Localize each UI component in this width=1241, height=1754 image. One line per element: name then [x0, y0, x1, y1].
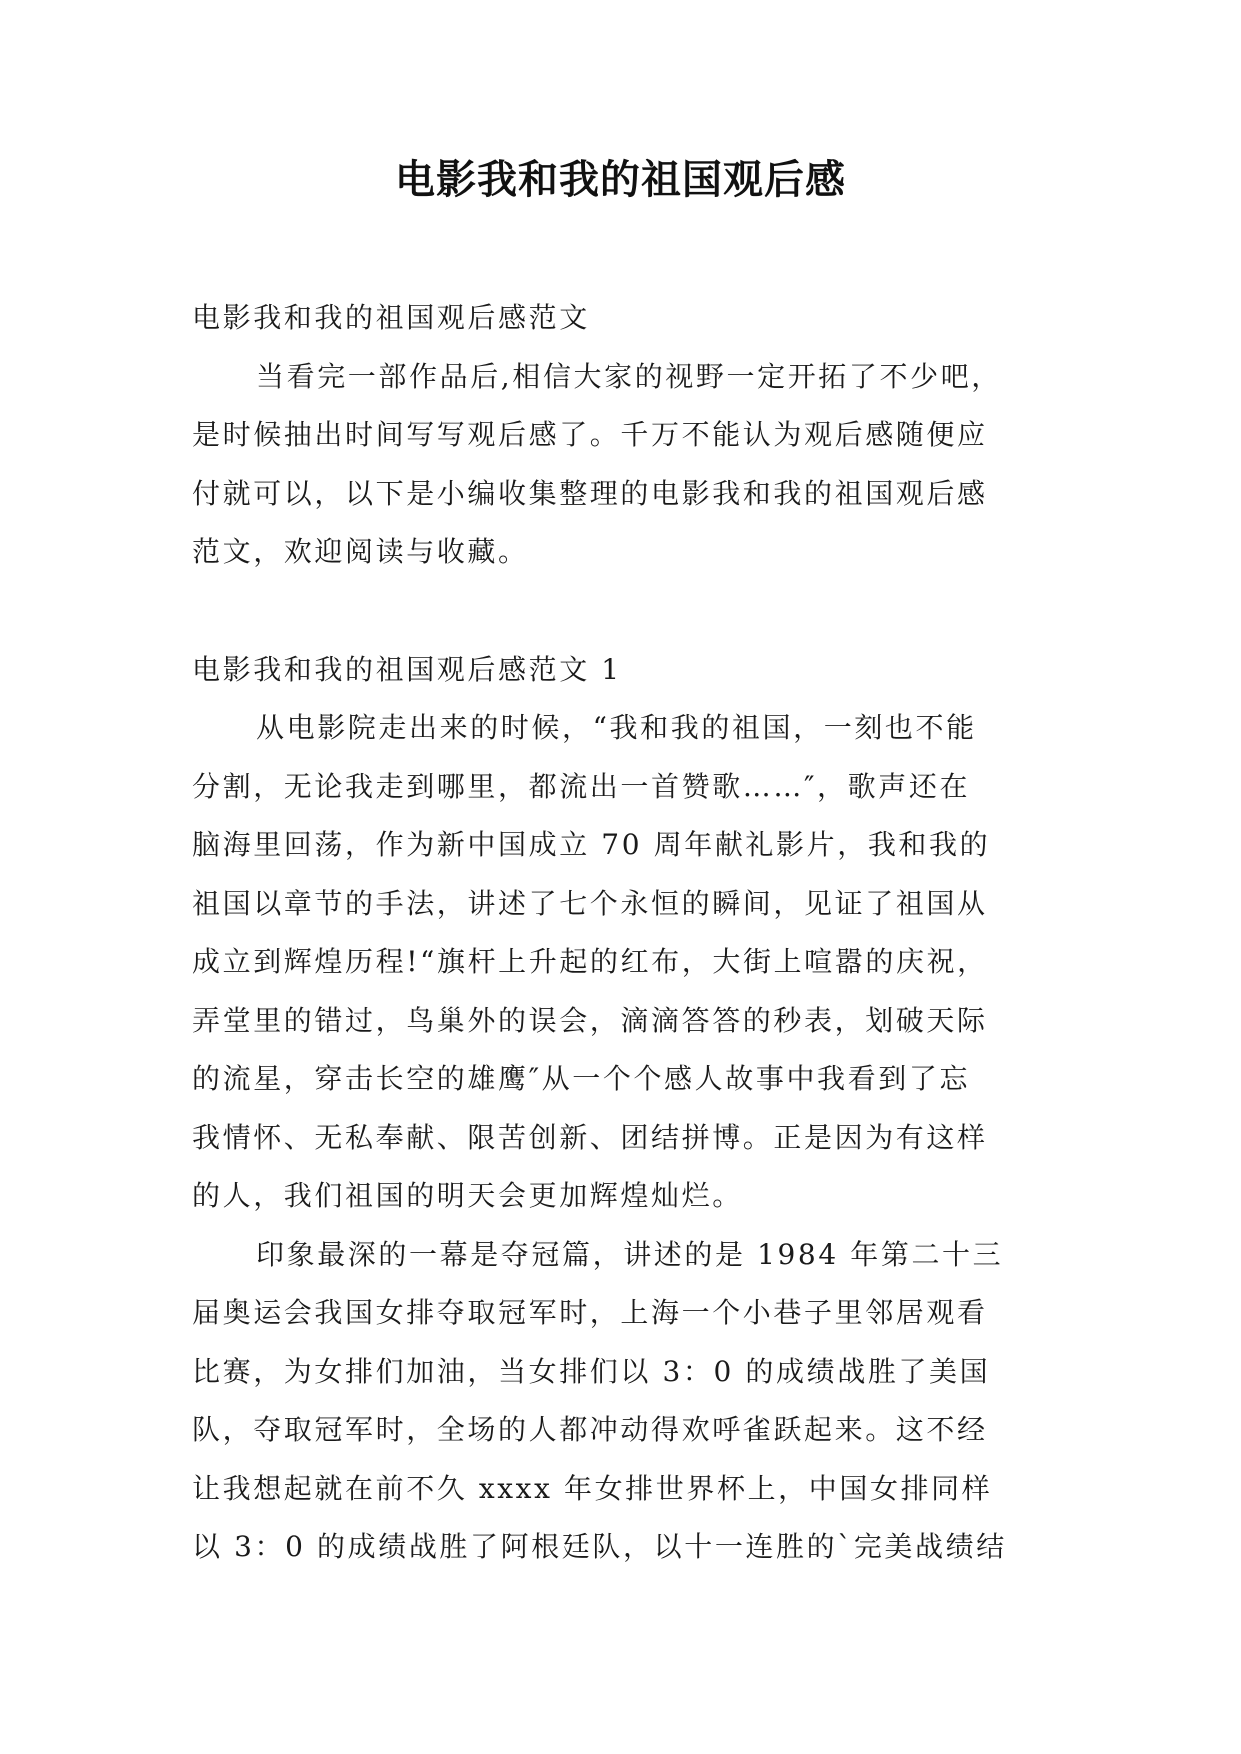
- paragraph2-line: 届奥运会我国女排夺取冠军时，上海一个小巷子里邻居观看: [192, 1296, 988, 1329]
- paragraph2-line: 比赛，为女排们加油，当女排们以 3：0 的成绩战胜了美国: [192, 1354, 991, 1388]
- paragraph1-line: 弄堂里的错过，鸟巢外的误会，滴滴答答的秒表，划破天际: [192, 1003, 988, 1037]
- paragraph2-line: 让我想起就在前不久 xxxx 年女排世界杯上，中国女排同样: [192, 1471, 993, 1505]
- paragraph1-line: 的人，我们祖国的明天会更加辉煌灿烂。: [192, 1179, 743, 1212]
- paragraph2-line: 队，夺取冠军时，全场的人都冲动得欢呼雀跃起来。这不经: [192, 1413, 988, 1446]
- paragraph2-line: 以 3：0 的成绩战胜了阿根廷队，以十一连胜的`完美战绩结: [192, 1530, 1007, 1563]
- paragraph1-line: 祖国以章节的手法，讲述了七个永恒的瞬间，见证了祖国从: [192, 886, 988, 920]
- paragraph2-line: 印象最深的一幕是夺冠篇，讲述的是 1984 年第二十三: [256, 1237, 1004, 1271]
- paragraph1-line: 分割，无论我走到哪里，都流出一首赞歌……″，歌声还在: [192, 769, 971, 803]
- paragraph-spacer: [192, 582, 1058, 641]
- paragraph1-line: 的流星，穿击长空的雄鹰″从一个个感人故事中我看到了忘: [192, 1062, 971, 1095]
- intro-line: 付就可以，以下是小编收集整理的电影我和我的祖国观后感: [192, 476, 988, 510]
- section-heading: 电影我和我的祖国观后感范文 1: [192, 652, 622, 686]
- intro-line: 是时候抽出时间写写观后感了。千万不能认为观后感随便应: [192, 418, 988, 451]
- intro-line: 当看完一部作品后,相信大家的视野一定开拓了不少吧，: [256, 359, 1002, 393]
- paragraph1-line: 成立到辉煌历程!“旗杆上升起的红布，大街上喧嚣的庆祝，: [192, 945, 988, 978]
- document-title: 电影我和我的祖国观后感: [395, 157, 846, 203]
- document-body: [192, 289, 1058, 1577]
- intro-heading: 电影我和我的祖国观后感范文: [192, 301, 590, 334]
- paragraph1-line: 我情怀、无私奉献、限苦创新、团结拼博。正是因为有这样: [192, 1120, 988, 1154]
- paragraph1-line: 脑海里回荡，作为新中国成立 70 周年献礼影片，我和我的: [192, 828, 991, 861]
- paragraph1-line: 从电影院走出来的时候，“我和我的祖国，一刻也不能: [256, 711, 977, 744]
- intro-line: 范文，欢迎阅读与收藏。: [192, 535, 529, 568]
